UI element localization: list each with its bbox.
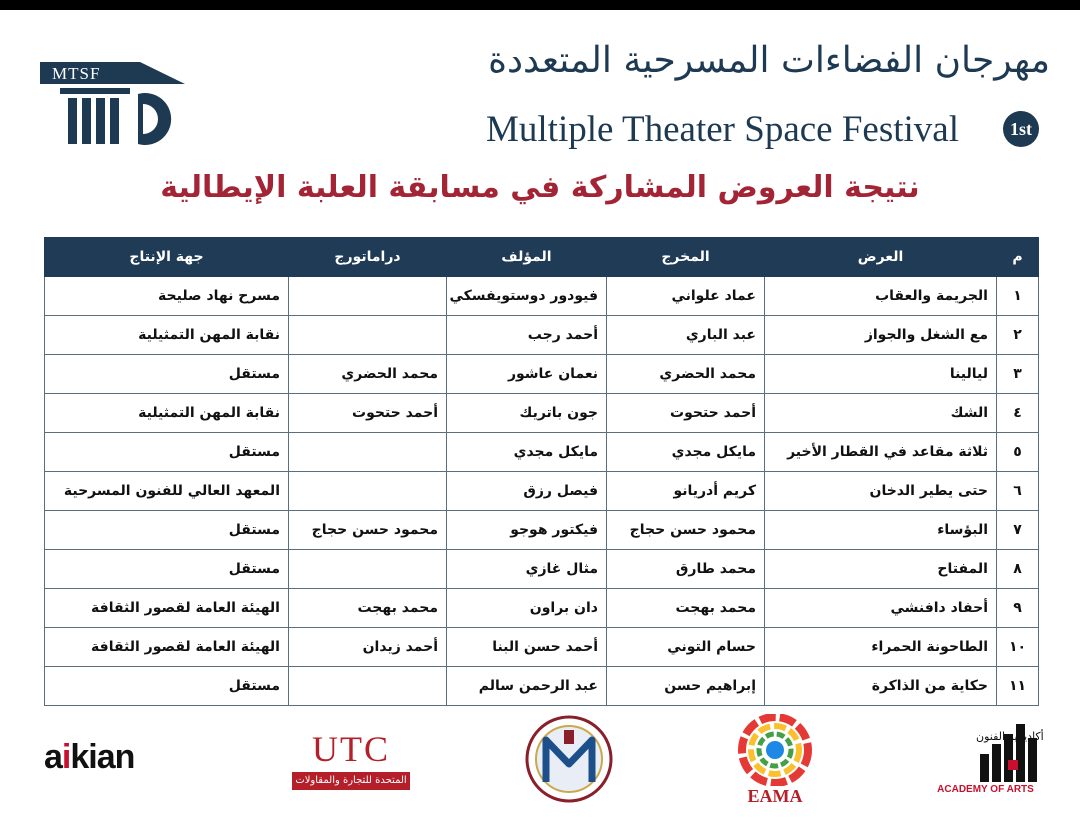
table-row — [45, 316, 1039, 355]
table-row — [45, 277, 1039, 316]
cell-director: إبراهيم حسن — [607, 667, 765, 706]
cell-show: ليالينا — [765, 355, 997, 394]
aikian-logo-suffix: kian — [70, 738, 135, 776]
cell-number: ٨ — [997, 550, 1039, 589]
cell-dramaturg: أحمد حتحوت — [289, 394, 447, 433]
cell-producer: مستقل — [45, 667, 289, 706]
cell-show: حكاية من الذاكرة — [765, 667, 997, 706]
cell-number: ١١ — [997, 667, 1039, 706]
cell-number: ٦ — [997, 472, 1039, 511]
utc-logo — [286, 728, 416, 798]
table-row — [45, 667, 1039, 706]
col-header-number: م — [997, 238, 1039, 277]
festival-name-english: Multiple Theater Space Festival — [486, 109, 959, 150]
cell-author: فيودور دوستويفسكي — [447, 277, 607, 316]
academy-english-text: ACADEMY OF ARTS — [937, 784, 1034, 795]
cell-author: عبد الرحمن سالم — [447, 667, 607, 706]
utc-logo-tagline: المتحدة للتجارة والمقاولات — [292, 772, 410, 790]
cell-author: مثال غازي — [447, 550, 607, 589]
cell-producer: الهيئة العامة لقصور الثقافة — [45, 589, 289, 628]
cell-show: ثلاثة مقاعد في القطار الأخير — [765, 433, 997, 472]
cell-director: عبد الباري — [607, 316, 765, 355]
aikian-logo — [44, 738, 164, 788]
mtsf-logo-graphic — [40, 58, 188, 148]
table-row — [45, 394, 1039, 433]
table-header-row — [45, 238, 1039, 277]
table-row — [45, 589, 1039, 628]
utc-logo-mark: UTC — [312, 729, 390, 769]
cell-show: البؤساء — [765, 511, 997, 550]
cell-dramaturg: أحمد زيدان — [289, 628, 447, 667]
table-row — [45, 355, 1039, 394]
cell-director: محمود حسن حجاج — [607, 511, 765, 550]
institute-emblem — [524, 714, 614, 804]
cell-author: مايكل مجدي — [447, 433, 607, 472]
eama-logo-graphic — [730, 714, 820, 786]
cell-dramaturg — [289, 472, 447, 511]
cell-number: ٥ — [997, 433, 1039, 472]
cell-producer: مستقل — [45, 355, 289, 394]
festival-name-arabic: مهرجان الفضاءات المسرحية المتعددة — [488, 40, 1050, 81]
eama-logo — [730, 714, 820, 806]
cell-author: نعمان عاشور — [447, 355, 607, 394]
cell-show: حتى يطير الدخان — [765, 472, 997, 511]
cell-show: الجريمة والعقاب — [765, 277, 997, 316]
cell-number: ٧ — [997, 511, 1039, 550]
cell-producer: نقابة المهن التمثيلية — [45, 394, 289, 433]
cell-dramaturg — [289, 316, 447, 355]
cell-director: كريم أدريانو — [607, 472, 765, 511]
cell-show: أحفاد دافنشي — [765, 589, 997, 628]
cell-dramaturg: محمود حسن حجاج — [289, 511, 447, 550]
cell-author: جون باتريك — [447, 394, 607, 433]
academy-arabic-text: أكاديمية الفنون — [976, 730, 1043, 743]
cell-producer: المعهد العالي للفنون المسرحية — [45, 472, 289, 511]
cell-author: فيكتور هوجو — [447, 511, 607, 550]
cell-producer: مستقل — [45, 433, 289, 472]
col-header-director: المخرج — [607, 238, 765, 277]
cell-director: مايكل مجدي — [607, 433, 765, 472]
col-header-author: المؤلف — [447, 238, 607, 277]
mtsf-logo — [40, 58, 188, 148]
col-header-producer: جهة الإنتاج — [45, 238, 289, 277]
cell-director: أحمد حتحوت — [607, 394, 765, 433]
cell-show: مع الشغل والجواز — [765, 316, 997, 355]
cell-dramaturg — [289, 277, 447, 316]
aikian-logo-prefix: a — [44, 738, 62, 776]
cell-show: الطاحونة الحمراء — [765, 628, 997, 667]
cell-producer: نقابة المهن التمثيلية — [45, 316, 289, 355]
cell-director: حسام التوني — [607, 628, 765, 667]
top-black-bar — [0, 0, 1080, 10]
cell-author: دان براون — [447, 589, 607, 628]
cell-producer: مستقل — [45, 511, 289, 550]
academy-of-arts-logo — [928, 720, 1043, 800]
cell-show: الشك — [765, 394, 997, 433]
cell-number: ١ — [997, 277, 1039, 316]
cell-author: أحمد حسن البنا — [447, 628, 607, 667]
table-row — [45, 511, 1039, 550]
cell-producer: مسرح نهاد صليحة — [45, 277, 289, 316]
mtsf-logo-text: MTSF — [52, 64, 101, 83]
cell-number: ١٠ — [997, 628, 1039, 667]
cell-dramaturg — [289, 667, 447, 706]
aikian-logo-dot: i — [61, 738, 71, 776]
cell-author: أحمد رجب — [447, 316, 607, 355]
cell-dramaturg — [289, 433, 447, 472]
cell-number: ٢ — [997, 316, 1039, 355]
page-title: نتيجة العروض المشاركة في مسابقة العلبة الإيطالية — [160, 170, 920, 205]
table-row — [45, 472, 1039, 511]
cell-dramaturg: محمد بهجت — [289, 589, 447, 628]
cell-director: محمد بهجت — [607, 589, 765, 628]
cell-number: ٤ — [997, 394, 1039, 433]
table-row — [45, 433, 1039, 472]
cell-producer: الهيئة العامة لقصور الثقافة — [45, 628, 289, 667]
results-table — [44, 237, 1039, 706]
col-header-dramaturg: دراماتورج — [289, 238, 447, 277]
cell-director: محمد طارق — [607, 550, 765, 589]
edition-badge: 1st — [1003, 111, 1039, 147]
cell-director: محمد الحضري — [607, 355, 765, 394]
cell-dramaturg: محمد الحضري — [289, 355, 447, 394]
table-row — [45, 628, 1039, 667]
institute-emblem-graphic — [524, 714, 614, 804]
academy-of-arts-graphic — [928, 720, 1043, 782]
cell-dramaturg — [289, 550, 447, 589]
eama-logo-text: EAMA — [747, 786, 803, 806]
cell-producer: مستقل — [45, 550, 289, 589]
table-row — [45, 550, 1039, 589]
cell-number: ٩ — [997, 589, 1039, 628]
cell-director: عماد علواني — [607, 277, 765, 316]
cell-number: ٣ — [997, 355, 1039, 394]
col-header-show: العرض — [765, 238, 997, 277]
cell-show: المفتاح — [765, 550, 997, 589]
cell-author: فيصل رزق — [447, 472, 607, 511]
